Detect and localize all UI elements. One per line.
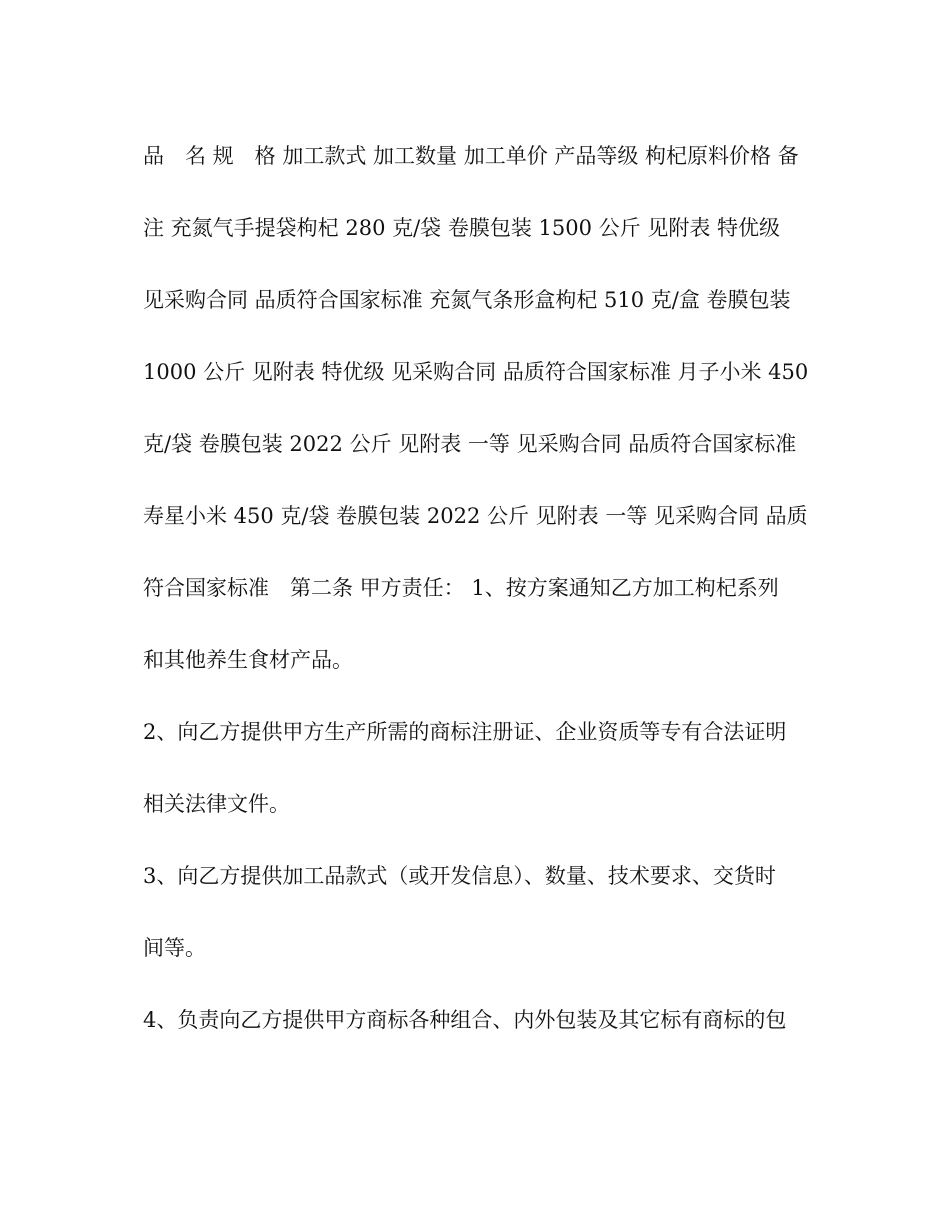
text-line-11: 3、向乙方提供加工品款式（或开发信息）、数量、技术要求、交货时 bbox=[143, 864, 776, 888]
contract-body-text bbox=[143, 138, 813, 1038]
text-line-4: 1000 公斤 见附表 特优级 见采购合同 品质符合国家标准 月子小米 450 bbox=[143, 360, 809, 384]
text-line-2: 注 充氮气手提袋枸杞 280 克/袋 卷膜包装 1500 公斤 见附表 特优级 bbox=[143, 216, 781, 240]
text-line-6: 寿星小米 450 克/袋 卷膜包装 2022 公斤 见附表 一等 见采购合同 品质 bbox=[143, 504, 808, 528]
text-line-7: 符合国家标准 第二条 甲方责任： 1、按方案通知乙方加工枸杞系列 bbox=[143, 576, 779, 600]
text-line-9: 2、向乙方提供甲方生产所需的商标注册证、企业资质等专有合法证明 bbox=[143, 720, 787, 744]
text-line-8: 和其他养生食材产品。 bbox=[143, 648, 353, 672]
text-line-5: 克/袋 卷膜包装 2022 公斤 见附表 一等 见采购合同 品质符合国家标准 bbox=[143, 432, 797, 456]
text-line-10: 相关法律文件。 bbox=[143, 792, 290, 816]
text-line-3: 见采购合同 品质符合国家标准 充氮气条形盒枸杞 510 克/盒 卷膜包装 bbox=[143, 288, 791, 312]
text-line-1: 品 名 规 格 加工款式 加工数量 加工单价 产品等级 枸杞原料价格 备 bbox=[143, 144, 799, 168]
text-line-13: 4、负责向乙方提供甲方商标各种组合、内外包装及其它标有商标的包 bbox=[143, 1008, 787, 1032]
text-line-12: 间等。 bbox=[143, 936, 206, 960]
